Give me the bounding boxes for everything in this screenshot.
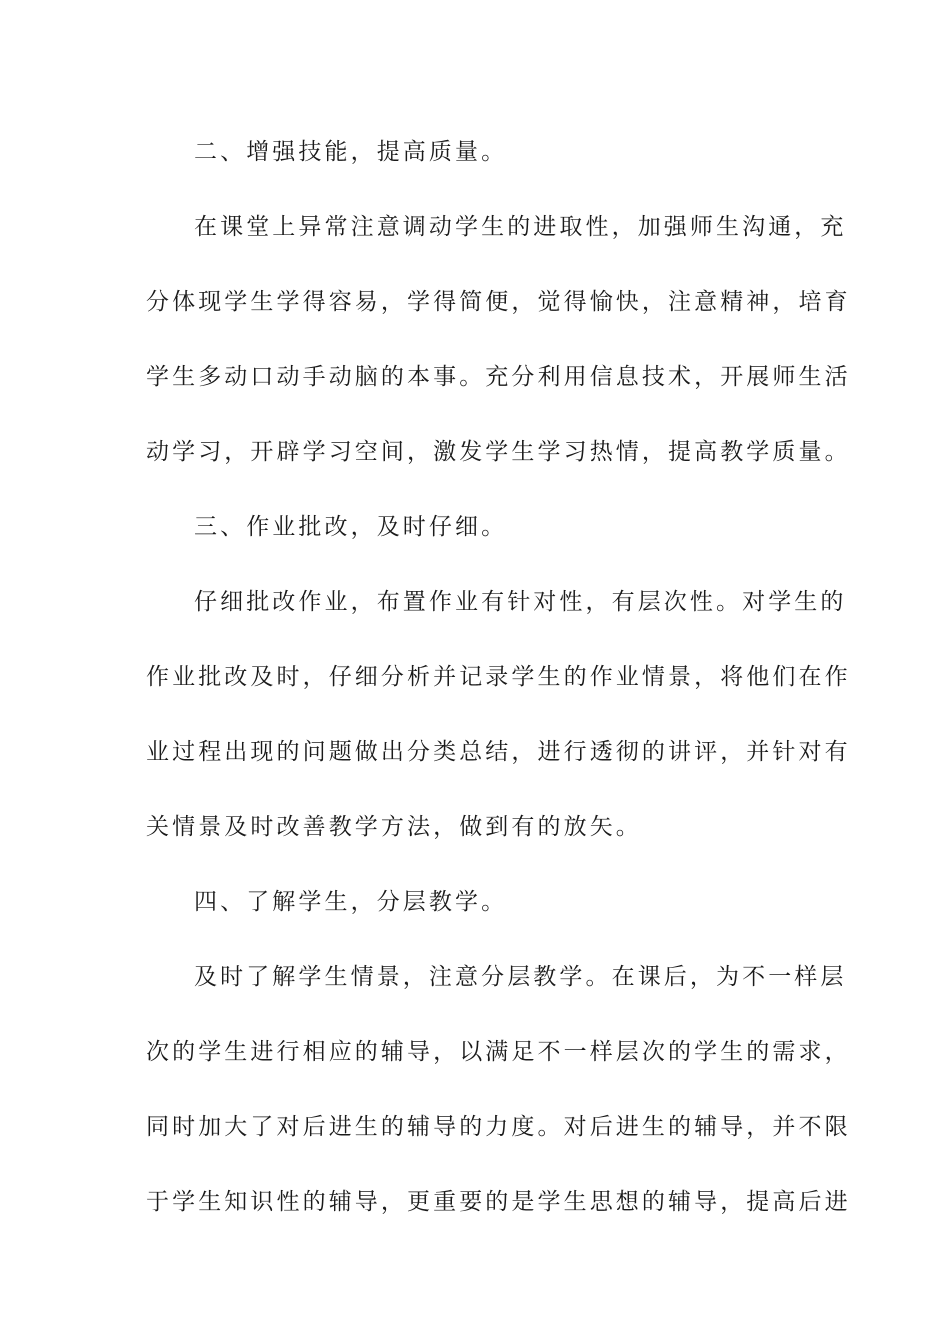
paragraph-line: 在课堂上异常注意调动学生的进取性，加强师生沟通，充: [194, 214, 847, 240]
section-heading-4: 四、了解学生，分层教学。: [194, 889, 508, 915]
paragraph-line: 次的学生进行相应的辅导，以满足不一样层次的学生的需求，: [146, 1039, 851, 1065]
paragraph-line: 关情景及时改善教学方法，做到有的放矢。: [146, 814, 642, 840]
paragraph-line: 动学习，开辟学习空间，激发学生学习热情，提高教学质量。: [146, 439, 851, 465]
paragraph-line: 仔细批改作业，布置作业有针对性，有层次性。对学生的: [194, 589, 847, 615]
paragraph-line: 作业批改及时，仔细分析并记录学生的作业情景，将他们在作: [146, 664, 851, 690]
paragraph-line: 于学生知识性的辅导，更重要的是学生思想的辅导，提高后进: [146, 1189, 851, 1215]
section-heading-3: 三、作业批改，及时仔细。: [194, 514, 508, 540]
paragraph-line: 学生多动口动手动脑的本事。充分利用信息技术，开展师生活: [146, 364, 851, 390]
paragraph-line: 及时了解学生情景，注意分层教学。在课后，为不一样层: [194, 964, 847, 990]
paragraph-line: 分体现学生学得容易，学得简便，觉得愉快，注意精神，培育: [146, 289, 851, 315]
paragraph-line: 业过程出现的问题做出分类总结，进行透彻的讲评，并针对有: [146, 739, 851, 765]
paragraph-line: 同时加大了对后进生的辅导的力度。对后进生的辅导，并不限: [146, 1114, 851, 1140]
section-heading-2: 二、增强技能，提高质量。: [194, 139, 508, 165]
